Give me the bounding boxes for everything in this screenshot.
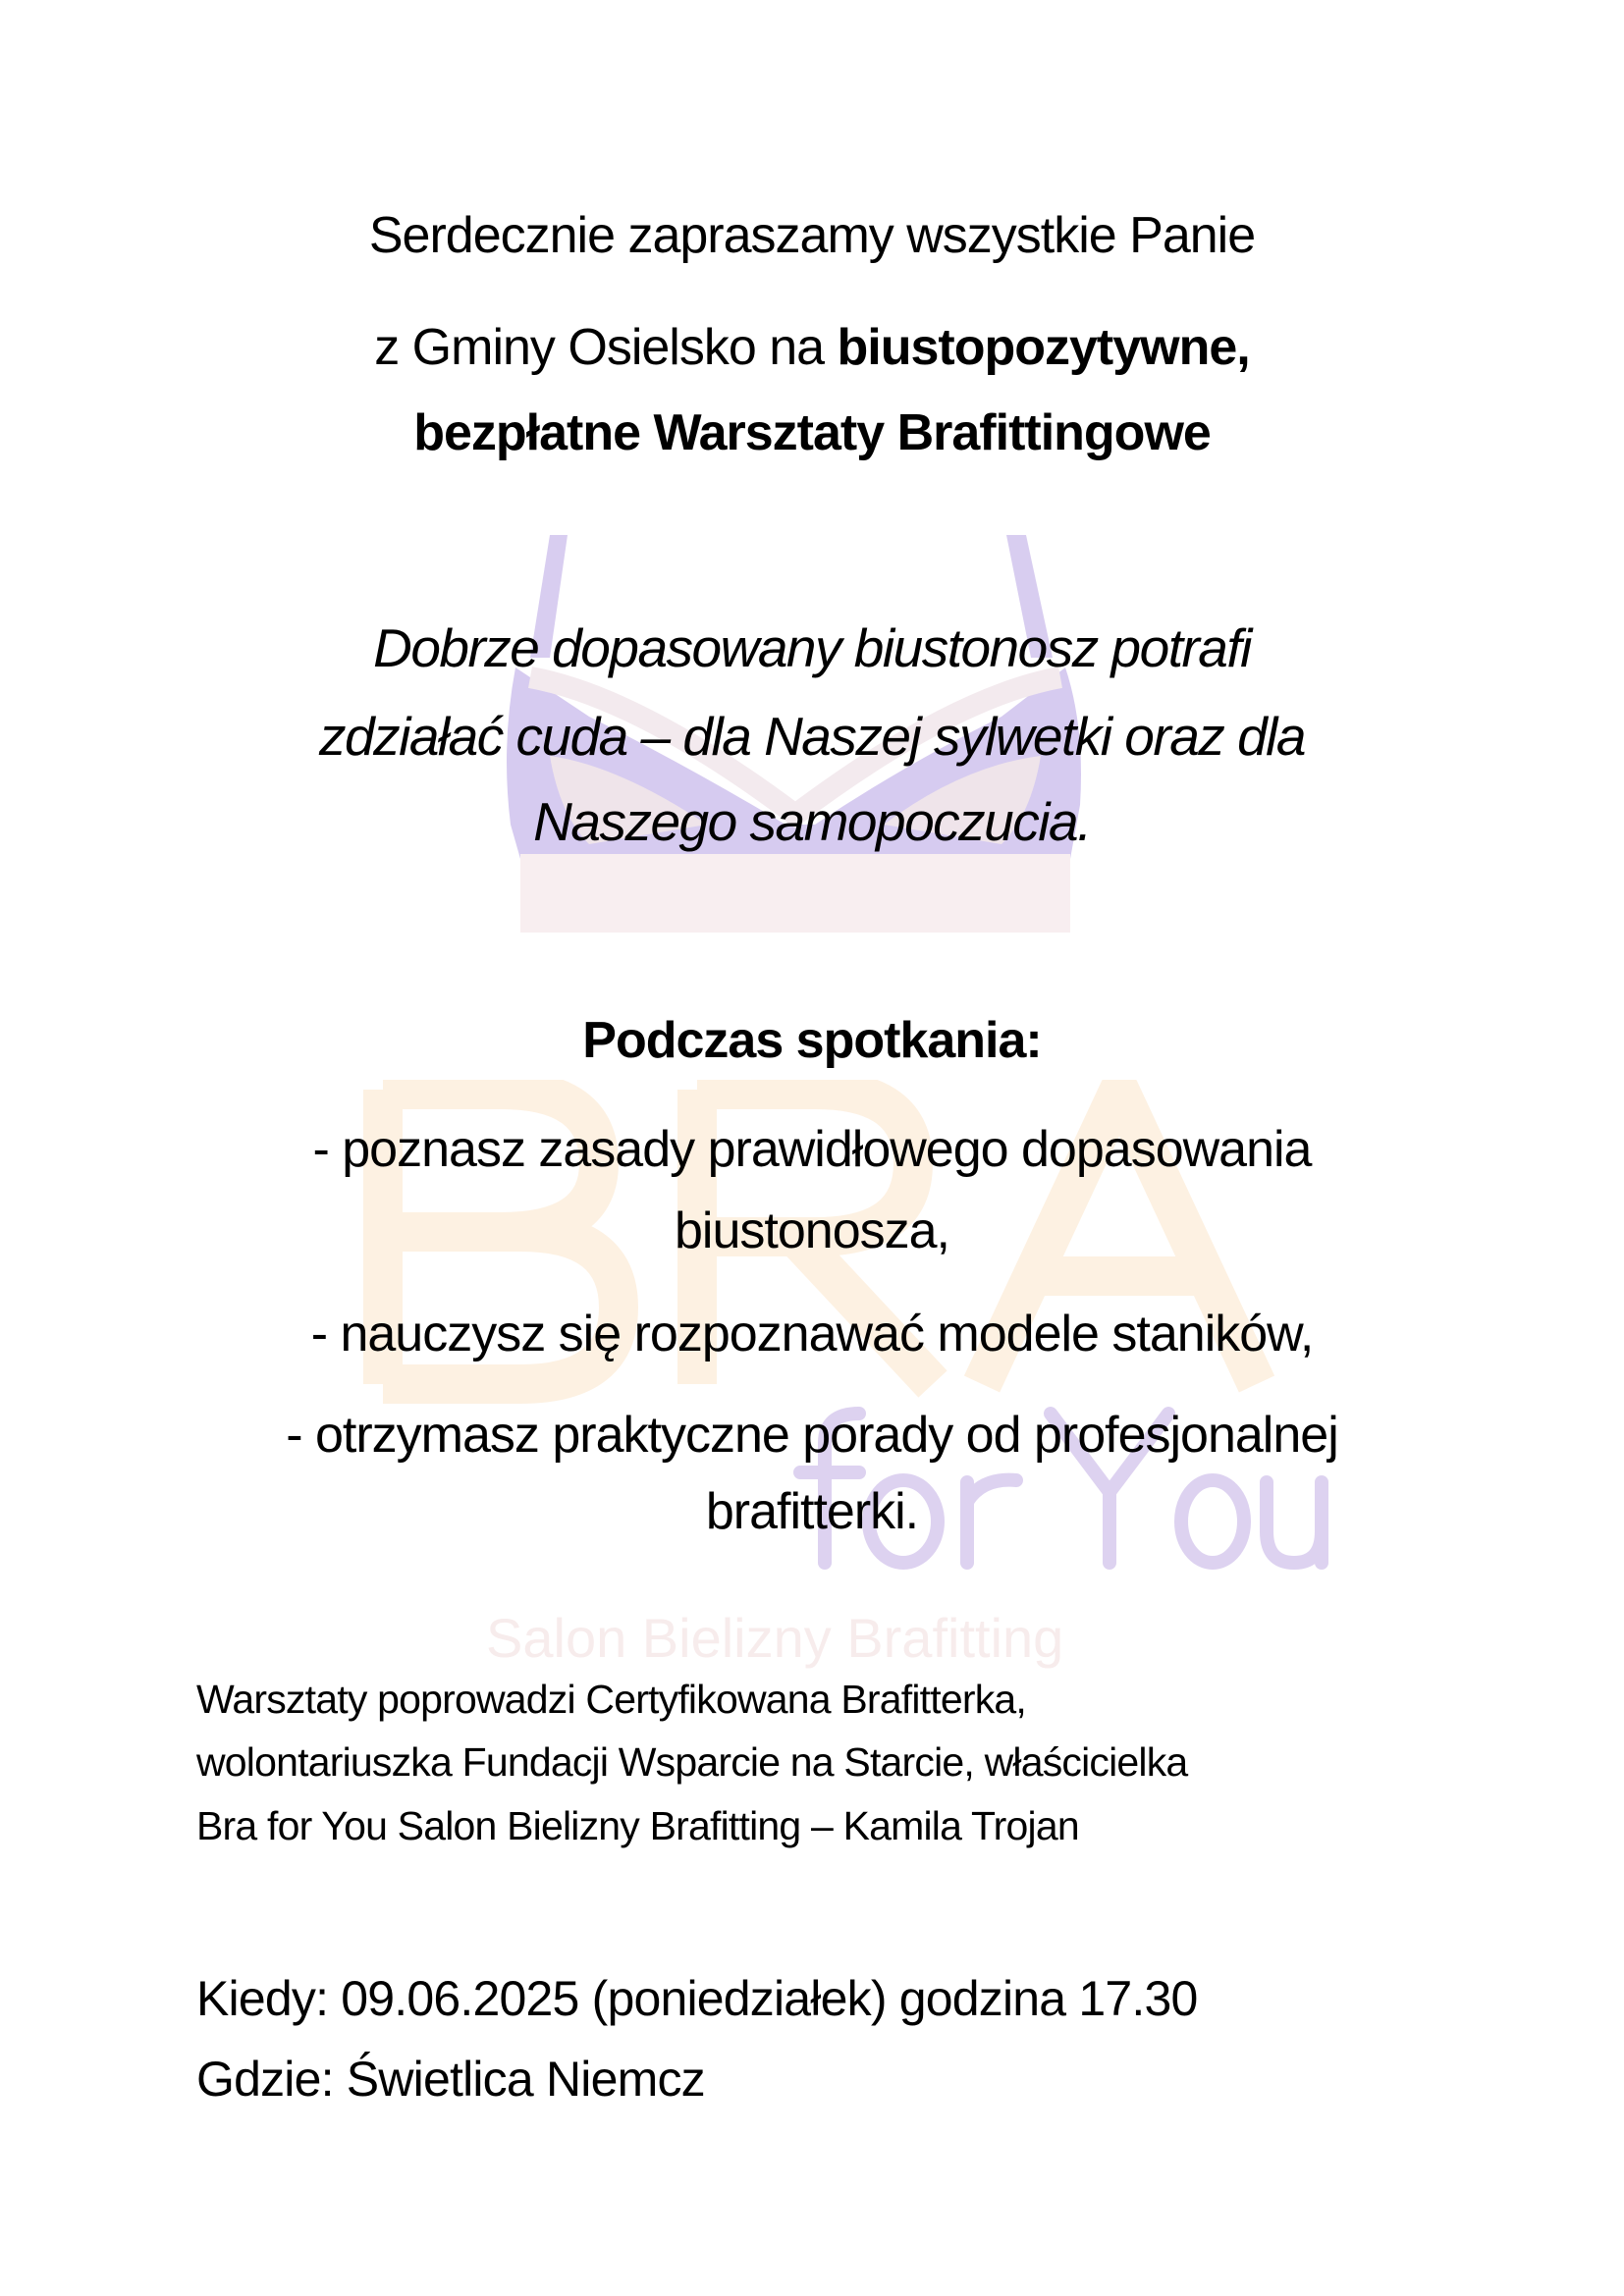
- host-line: Warsztaty poprowadzi Certyfikowana Brafitterka,: [196, 1677, 1026, 1722]
- logo-watermark-salon: Salon Bielizny Brafitting: [486, 1607, 1064, 1669]
- invitation-line-2: [0, 318, 1624, 377]
- invitation-line-3: bezpłatne Warsztaty Brafittingowe: [413, 404, 1211, 461]
- event-when: Kiedy: 09.06.2025 (poniedziałek) godzina 17.30: [196, 1971, 1198, 2026]
- invitation-line-2-bold: biustopozytywne,: [837, 319, 1250, 376]
- invitation-line-1: Serdecznie zapraszamy wszystkie Panie: [368, 207, 1256, 264]
- host-line: Bra for You Salon Bielizny Brafitting – Kamila Trojan: [196, 1803, 1079, 1848]
- meeting-item: brafitterki.: [705, 1483, 919, 1540]
- meeting-item: - nauczysz się rozpoznawać modele staników,: [310, 1306, 1314, 1362]
- meeting-item: - poznasz zasady prawidłowego dopasowania: [312, 1121, 1312, 1178]
- quote-line-1: Dobrze dopasowany biustonosz potrafi: [373, 617, 1251, 678]
- quote-line-2: zdziałać cuda – dla Naszej sylwetki oraz dla: [319, 706, 1305, 767]
- event-where: Gdzie: Świetlica Niemcz: [196, 2052, 705, 2107]
- quote-line-3: Naszego samopoczucia.: [533, 791, 1091, 852]
- meeting-heading: Podczas spotkania:: [582, 1012, 1042, 1069]
- invitation-line-2-text: z Gminy Osielsko na: [374, 319, 838, 376]
- meeting-item: - otrzymasz praktyczne porady od profesjonalnej: [286, 1407, 1338, 1464]
- bra-lace-band: [520, 854, 1070, 933]
- host-line: wolontariuszka Fundacji Wsparcie na Starcie, właścicielka: [196, 1739, 1188, 1785]
- meeting-item: biustonosza,: [675, 1202, 949, 1259]
